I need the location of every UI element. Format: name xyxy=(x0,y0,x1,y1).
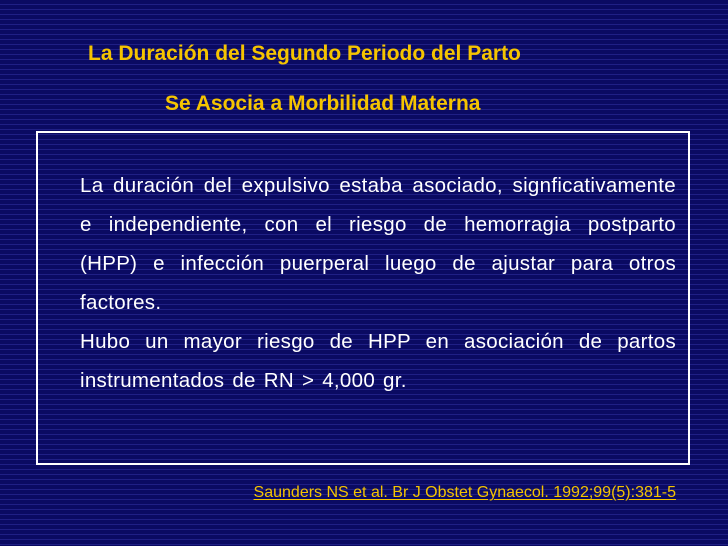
slide-title-line-1: La Duración del Segundo Periodo del Parto xyxy=(88,42,521,65)
body-paragraph-1: La duración del expulsivo estaba asociado, signficativamente e independiente, con el riesgo de hemorragia postparto (HPP) e infección puerperal luego de ajustar para otros factores. xyxy=(80,174,676,314)
body-text xyxy=(80,166,676,400)
citation-reference: Saunders NS et al. Br J Obstet Gynaecol. 1992;99(5):381-5 xyxy=(253,484,676,501)
slide-title-line-2: Se Asocia a Morbilidad Materna xyxy=(165,92,481,115)
body-paragraph-2: Hubo un mayor riesgo de HPP en asociación de partos instrumentados de RN > 4,000 gr. xyxy=(80,330,676,392)
